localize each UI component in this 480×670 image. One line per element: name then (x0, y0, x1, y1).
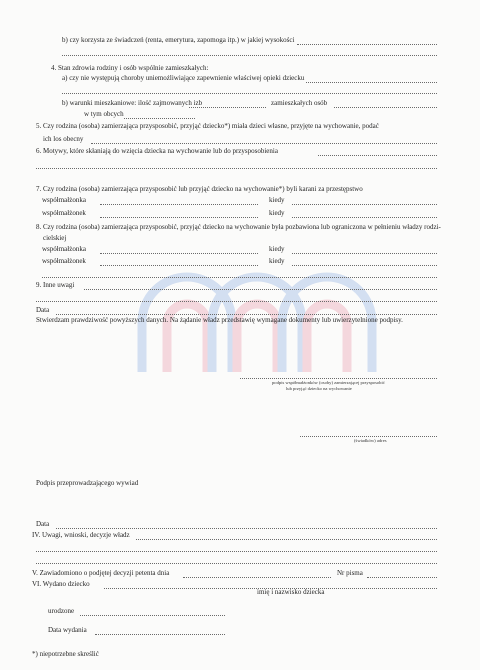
item-8-spouse-m: współmałżonek (42, 257, 86, 265)
item-8-when-f-field[interactable] (292, 253, 437, 254)
motives-field[interactable] (318, 155, 437, 156)
item-4a-label: a) czy nie występują choroby uniemożliwiające zapewnienie właściwej opieki dziecku (62, 74, 305, 82)
item-7-when-m: kiedy (269, 209, 285, 217)
applicant-signature-caption: podpis współmałżonków (osoby) zamierzającej przysposobić (272, 380, 385, 385)
applicant-signature-line[interactable] (240, 378, 437, 379)
item-8-extra-line[interactable] (42, 277, 437, 278)
item-4b-strangers-label: w tym obcych (84, 110, 124, 118)
section-4-field-line-3[interactable] (36, 563, 437, 564)
remarks-field-line-2[interactable] (36, 301, 437, 302)
date-label: Data (36, 306, 50, 314)
item-8-when-m-field[interactable] (292, 265, 437, 266)
item-7-when-f: kiedy (269, 196, 285, 204)
residents-field[interactable] (334, 107, 437, 108)
notification-date-field[interactable] (183, 577, 331, 578)
motives-field-line-2[interactable] (36, 168, 437, 169)
item-9-label: 9. Inne uwagi (36, 281, 75, 289)
letter-number-label: Nr pisma (337, 569, 363, 577)
item-8-spouse-f-field[interactable] (100, 253, 258, 254)
benefits-field-line-2[interactable] (62, 55, 437, 56)
item-8-label-2: cielskiej (43, 234, 67, 242)
letter-number-field[interactable] (367, 577, 437, 578)
issue-date-field[interactable] (95, 634, 225, 635)
section-5-label: V. Zawiadomiono o podjętej decyzji petenta dnia (32, 569, 170, 577)
footnote: *) niepotrzebne skreślić (32, 650, 99, 658)
remarks-field[interactable] (84, 289, 437, 290)
item-7-when-m-field[interactable] (292, 217, 437, 218)
own-children-field[interactable] (91, 143, 437, 144)
date-label-2: Data (36, 520, 50, 528)
interviewer-signature-label: Podpis przeprowadzającego wywiad (36, 479, 139, 487)
strangers-field[interactable] (124, 118, 195, 119)
applicant-signature-caption-2: lub przyjąć dziecko na wychowanie (286, 386, 352, 391)
item-8-when-f: kiedy (269, 245, 285, 253)
item-8-label: 8. Czy rodzina (osoba) zamierzająca przysposobić, przyjąć dziecko na wychowanie była pozbawiona lub ograniczona w pełnieniu władzy rodzi- (36, 223, 441, 231)
date-field[interactable] (56, 314, 437, 315)
illness-field-line-2[interactable] (62, 93, 437, 94)
section-4-field-line-2[interactable] (36, 551, 437, 552)
item-7-spouse-m-field[interactable] (100, 217, 258, 218)
item-7-when-f-field[interactable] (292, 204, 437, 205)
item-4b-label: b) warunki mieszkaniowe: ilość zajmowanych izb (62, 99, 203, 107)
declaration-text: Stwierdzam prawdziwość powyższych danych. Na żądanie władz przedstawię wymagane dokumenty lub uwierzytelnione podpisy. (36, 316, 403, 324)
child-name-caption: imię i nazwisko dziecka (257, 588, 325, 596)
date-field-2[interactable] (56, 528, 437, 529)
illness-field[interactable] (306, 82, 437, 83)
item-7-spouse-f: współmałżonka (42, 196, 86, 204)
item-8-spouse-m-field[interactable] (100, 265, 258, 266)
witness-caption: (świadków) adres (354, 438, 387, 443)
item-4-heading: 4. Stan zdrowia rodziny i osób wspólnie zamieszkałych: (51, 64, 209, 72)
item-benefits-label: b) czy korzysta ze świadczeń (renta, emerytura, zapomoga itp.) w jakiej wysokości (62, 36, 295, 44)
benefits-field[interactable] (297, 44, 437, 45)
section-4-field[interactable] (136, 539, 437, 540)
section-6-label: VI. Wydano dziecko (32, 580, 90, 588)
born-field[interactable] (80, 615, 225, 616)
item-6-label: 6. Motywy, które skłaniają do wzięcia dziecka na wychowanie lub do przysposobienia (36, 147, 278, 155)
item-7-label: 7. Czy rodzina (osoba) zamierzająca przysposobić lub przyjąć dziecko na wychowanie*) byli karani za przestępstwo (36, 185, 363, 193)
item-7-spouse-m: współmałżonek (42, 209, 86, 217)
item-8-spouse-f: współmałżonka (42, 245, 86, 253)
item-8-when-m: kiedy (269, 257, 285, 265)
rooms-field[interactable] (189, 107, 266, 108)
item-5-label-2: ich los obecny (43, 135, 84, 143)
born-label: urodzone (48, 607, 75, 615)
item-4b-residents-label: zamieszkałych osób (271, 99, 328, 107)
section-4-label: IV. Uwagi, wnioski, decyzje władz (32, 531, 130, 539)
item-7-spouse-f-field[interactable] (100, 204, 258, 205)
witness-signature-line[interactable] (300, 436, 437, 437)
item-5-label: 5. Czy rodzina (osoba) zamierzająca przysposobić, przyjąć dziecko*) miała dzieci własne, przyjęte na wychowanie, podać (36, 122, 379, 130)
issue-date-label: Data wydania (48, 626, 87, 634)
